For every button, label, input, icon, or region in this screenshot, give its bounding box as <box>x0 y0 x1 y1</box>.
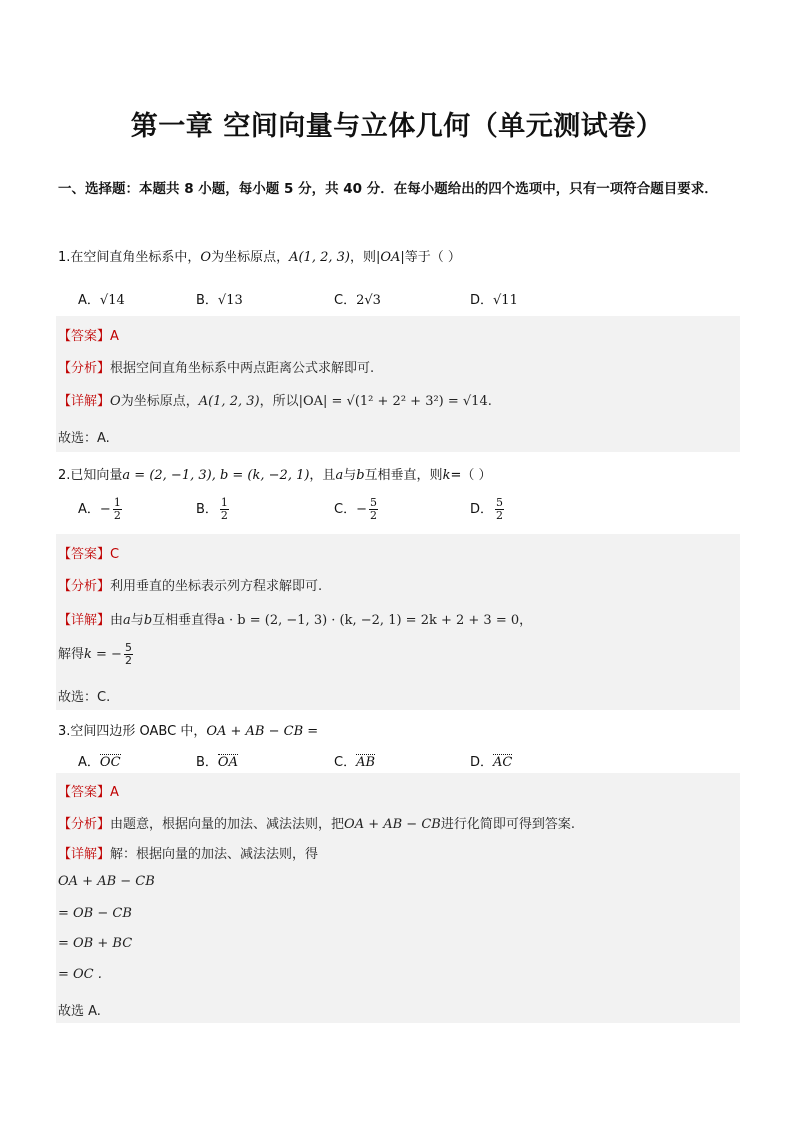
q1-option-b[interactable]: B．√13 <box>196 293 243 308</box>
q1-detail: 【详解】O为坐标原点，A(1, 2, 3)，所以|OA| = √(1² + 2² + 3²) = √14. <box>58 394 492 409</box>
q3-option-a[interactable]: A．OC <box>78 755 121 770</box>
q1-analysis: 【分析】根据空间直角坐标系中两点距离公式求解即可. <box>58 361 375 376</box>
section-heading: 一、选择题：本题共 8 小题，每小题 5 分，共 40 分．在每小题给出的四个选项中，只有一项符合题目要求． <box>58 181 718 197</box>
question-2-stem: 2.已知向量a = (2, −1, 3), b = (k, −2, 1)，且a与b互相垂直，则k=（ ） <box>58 468 492 483</box>
q3-step-3: = OB + BC <box>58 936 133 951</box>
question-3-stem: 3.空间四边形 OABC 中，OA + AB − CB = <box>58 724 319 739</box>
q3-step-4: = OC . <box>58 967 102 982</box>
q2-choose: 故选：C. <box>58 690 111 705</box>
q2-answer: 【答案】C <box>58 547 120 562</box>
q1-option-d[interactable]: D．√11 <box>470 293 518 308</box>
q2-option-c[interactable]: C．− $\frac{5}{2}$ <box>334 496 377 522</box>
q2-solve: 解得k = − $\frac{5}{2}$ <box>58 641 132 667</box>
q2-option-d[interactable]: D． $\frac{5}{2}$ <box>470 496 504 522</box>
q1-choose: 故选：A. <box>58 431 110 446</box>
q3-solution-block <box>56 773 740 1023</box>
q3-detail: 【详解】解：根据向量的加法、减法法则，得 <box>58 847 319 862</box>
q3-step-1: OA + AB − CB <box>58 874 155 889</box>
q1-option-a[interactable]: A．√14 <box>78 293 125 308</box>
question-1-stem: 1.在空间直角坐标系中，O为坐标原点，A(1, 2, 3)，则|OA|等于（ ） <box>58 250 461 265</box>
page-title: 第一章 空间向量与立体几何（单元测试卷） <box>130 111 664 142</box>
q3-option-c[interactable]: C．AB <box>334 755 376 770</box>
q3-analysis: 【分析】由题意，根据向量的加法、减法法则，把OA + AB − CB进行化简即可得到答案. <box>58 817 575 832</box>
q3-answer: 【答案】A <box>58 785 119 800</box>
q2-option-a[interactable]: A．− $\frac{1}{2}$ <box>78 496 121 522</box>
q3-step-2: = OB − CB <box>58 906 132 921</box>
q2-option-b[interactable]: B． $\frac{1}{2}$ <box>196 496 228 522</box>
q2-solution-block <box>56 534 740 710</box>
q1-option-c[interactable]: C．2√3 <box>334 293 381 308</box>
q2-detail: 【详解】由a与b互相垂直得a · b = (2, −1, 3) · (k, −2, 1) = 2k + 2 + 3 = 0， <box>58 613 533 628</box>
q2-analysis: 【分析】利用垂直的坐标表示列方程求解即可. <box>58 579 323 594</box>
q1-solution-block <box>56 316 740 452</box>
q1-answer: 【答案】A <box>58 329 119 344</box>
q3-choose: 故选 A. <box>58 1004 101 1019</box>
q3-option-d[interactable]: D．AC <box>470 755 513 770</box>
q3-option-b[interactable]: B．OA <box>196 755 238 770</box>
